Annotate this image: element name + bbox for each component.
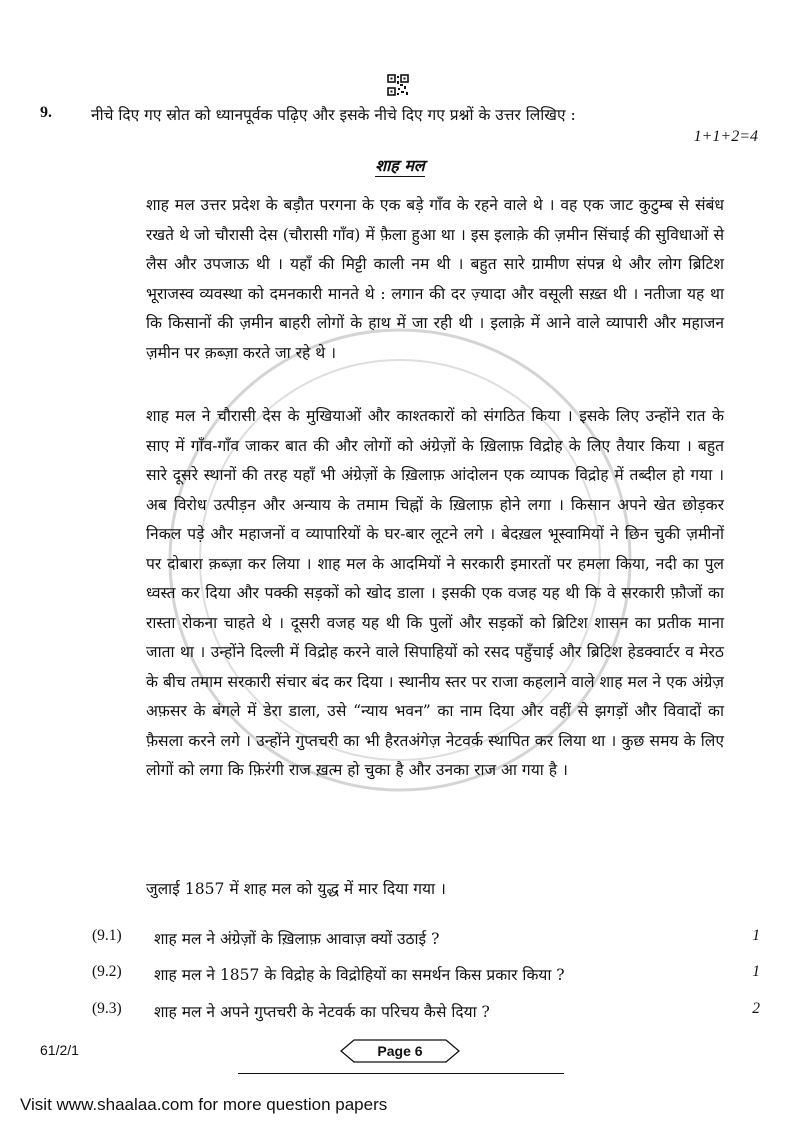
qr-code-icon xyxy=(387,74,409,96)
subquestion-text: शाह मल ने अपने गुप्तचरी के नेटवर्क का परिचय कैसे दिया ? xyxy=(154,1003,490,1021)
subquestion-text: शाह मल ने अंग्रेज़ों के ख़िलाफ़ आवाज़ क्यों उठाई ? xyxy=(154,930,440,948)
subquestion-text: शाह मल ने 1857 के विद्रोह के विद्रोहियों का समर्थन किस प्रकार किया ? xyxy=(154,966,565,984)
question-number: 9. xyxy=(40,104,52,121)
footer-link-text[interactable]: Visit www.shaalaa.com for more question papers xyxy=(20,1095,388,1114)
page-indicator xyxy=(340,1039,460,1063)
paper-code: 61/2/1 xyxy=(40,1042,79,1058)
subquestion-number: (9.1) xyxy=(92,927,122,944)
source-title: शाह मल xyxy=(375,156,425,175)
page-number: Page 6 xyxy=(377,1043,423,1059)
subquestion-number: (9.3) xyxy=(92,1000,122,1017)
question-marks: 1+1+2=4 xyxy=(693,128,758,145)
source-paragraph: जुलाई 1857 में शाह मल को युद्ध में मार दिया गया । xyxy=(146,880,446,898)
footer-divider xyxy=(238,1073,564,1074)
subquestion-marks: 1 xyxy=(752,927,760,944)
source-paragraph: शाह मल ने चौरासी देस के मुखियाओं और काश्तकारों को संगठित किया । इसके लिए उन्होंने रात के साए में गाँव-गाँव जाकर बात की और लोगों को अंग्रेज़ों के ख़िलाफ़ विद्रोह के लिए तैयार किया । बहुत सारे दूसरे स्थानों की तरह यहाँ भी अंग्रेज़ों के ख़िलाफ़ आंदोलन एक व्यापक विद्रोह में तब्दील हो गया । अब विरोध उत्पीड़न और अन्याय के तमाम चिह्नों के ख़िलाफ़ होने लगा । किसान अपने खेत छोड़कर निकल पड़े और महाजनों व व्यापारियों के घर-बार लूटने लगे । बेदख़ल भूस्वामियों ने छिन चुकी ज़मीनों पर दोबारा क़ब्ज़ा कर लिया । शाह मल के आदमियों ने सरकारी इमारतों पर हमला किया, नदी का पुल ध्वस्त कर दिया और पक्की सड़कों को खोद डाला । इसकी एक वजह यह थी कि वे सरकारी फ़ौजों का रास्ता रोकना चाहते थे । दूसरी वजह यह थी कि पुलों और सड़कों को ब्रिटिश शासन का प्रतीक माना जाता था । उन्होंने दिल्ली में विद्रोह करने वाले सिपाहियों को रसद पहुँचाई और ब्रिटिश हेडक्वार्टर व मेरठ के बीच तमाम सरकारी संचार बंद कर दिया । स्थानीय स्तर पर राजा कहलाने वाले शाह मल ने एक अंग्रेज़ अफ़सर के बंगले में डेरा डाला, उसे “न्याय भवन” का नाम दिया और वहीं से झगड़ों और विवादों का फ़ैसला करने लगे । उन्होंने गुप्तचरी का भी हैरतअंगेज़ नेटवर्क स्थापित कर लिया था । कुछ समय के लिए लोगों को लगा कि फ़िरंगी राज ख़त्म हो चुका है और उनका राज आ गया है । xyxy=(146,407,724,779)
subquestion-marks: 2 xyxy=(752,1000,760,1017)
subquestion-marks: 1 xyxy=(752,963,760,980)
question-text: नीचे दिए गए स्रोत को ध्यानपूर्वक पढ़िए और इसके नीचे दिए गए प्रश्नों के उत्तर लिखिए : xyxy=(91,106,576,124)
source-paragraph: शाह मल उत्तर प्रदेश के बड़ौत परगना के एक बड़े गाँव के रहने वाले थे । वह एक जाट कुटुम्ब से संबंध रखते थे जो चौरासी देस (चौरासी गाँव) में फ़ैला हुआ था । इस इलाक़े की ज़मीन सिंचाई की सुविधाओं से लैस और उपजाऊ थी । यहाँ की मिट्टी काली नम थी । बहुत सारे ग्रामीण संपन्न थे और लोग ब्रिटिश भूराजस्व व्यवस्था को दमनकारी मानते थे : लगान की दर ज़्यादा और वसूली सख़्त थी । नतीजा यह था कि किसानों की ज़मीन बाहरी लोगों के हाथ में जा रही थी । इलाक़े में आने वाले व्यापारी और महाजन ज़मीन पर क़ब्ज़ा करते जा रहे थे । xyxy=(146,196,724,362)
subquestion-number: (9.2) xyxy=(92,963,122,980)
source-title-wrapper xyxy=(0,154,800,176)
